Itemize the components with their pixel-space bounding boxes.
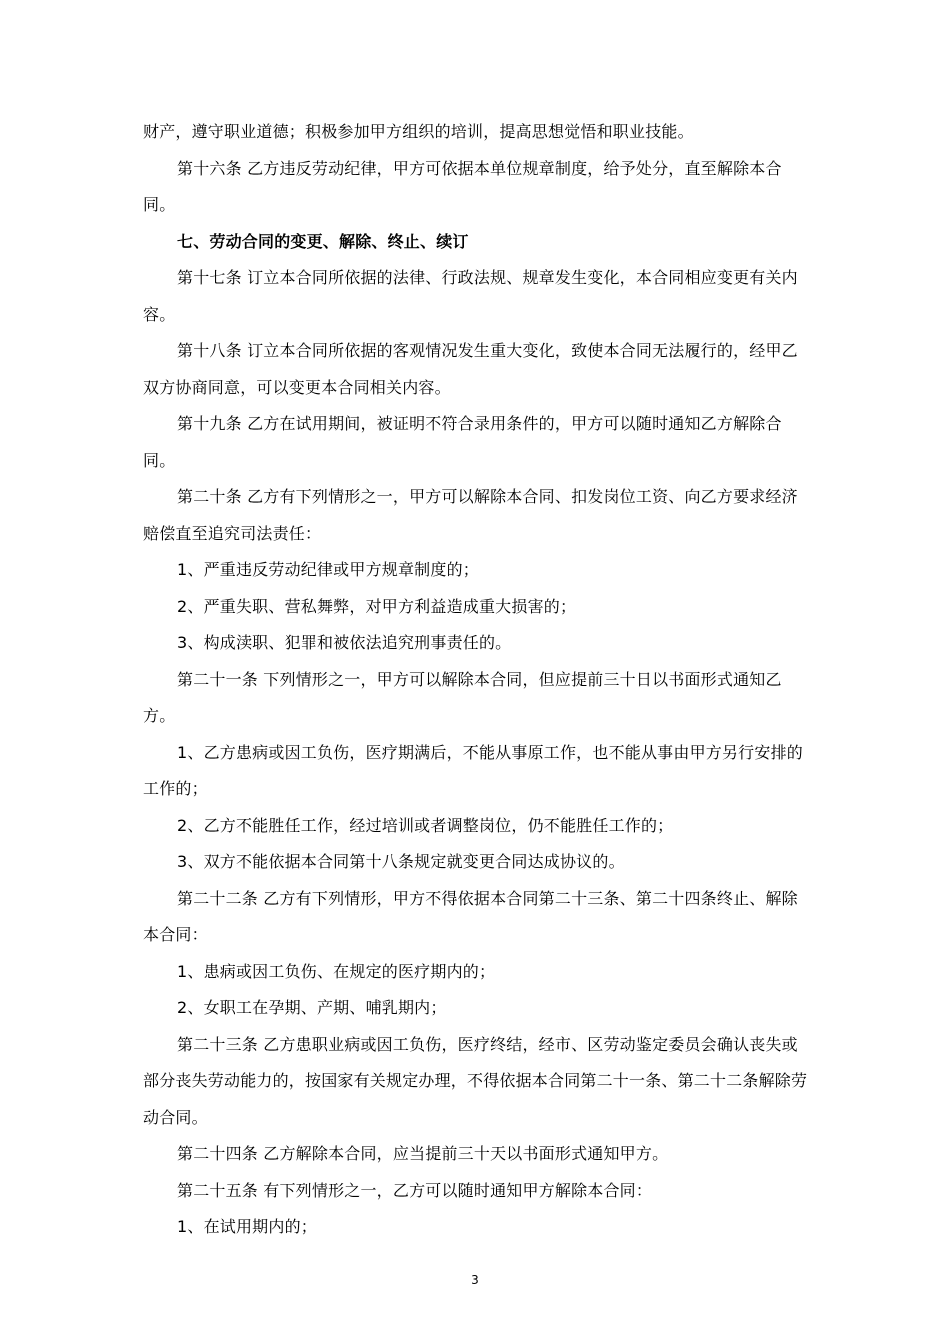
- list-item: 3、双方不能依据本合同第十八条规定就变更合同达成协议的。: [177, 852, 625, 871]
- paragraph: 第十六条 乙方违反劳动纪律，甲方可依据本单位规章制度，给予处分，直至解除本合同。: [143, 158, 782, 214]
- page-number: 3: [471, 1273, 479, 1287]
- list-item: 2、严重失职、营私舞弊，对甲方利益造成重大损害的；: [177, 596, 577, 616]
- paragraph: 第二十二条 乙方有下列情形，甲方不得依据本合同第二十三条、第二十四条终止、解除本合同：: [143, 888, 798, 944]
- paragraph: 第二十一条 下列情形之一，甲方可以解除本合同，但应提前三十日以书面形式通知乙方。: [143, 669, 782, 725]
- list-item: 2、女职工在孕期、产期、哺乳期内；: [177, 998, 447, 1017]
- list-item: 2、乙方不能胜任工作，经过培训或者调整岗位，仍不能胜任工作的；: [177, 815, 674, 835]
- document-body: [143, 114, 811, 1246]
- paragraph: 第十九条 乙方在试用期间，被证明不符合录用条件的，甲方可以随时通知乙方解除合同。: [143, 414, 782, 470]
- paragraph: 第二十条 乙方有下列情形之一，甲方可以解除本合同、扣发岗位工资、向乙方要求经济赔偿直至追究司法责任：: [143, 487, 798, 543]
- list-item: 1、患病或因工负伤、在规定的医疗期内的；: [177, 961, 496, 981]
- paragraph: 第二十五条 有下列情形之一，乙方可以随时通知甲方解除本合同：: [177, 1180, 653, 1200]
- list-item: 1、在试用期内的；: [177, 1217, 317, 1236]
- paragraph: 第二十四条 乙方解除本合同，应当提前三十天以书面形式通知甲方。: [177, 1144, 669, 1163]
- section-heading: 七、劳动合同的变更、解除、终止、续订: [177, 231, 469, 251]
- paragraph: 第十八条 订立本合同所依据的客观情况发生重大变化，致使本合同无法履行的，经甲乙双方协商同意，可以变更本合同相关内容。: [143, 341, 798, 397]
- paragraph: 第十七条 订立本合同所依据的法律、行政法规、规章发生变化，本合同相应变更有关内容。: [143, 268, 798, 324]
- list-item: 1、严重违反劳动纪律或甲方规章制度的；: [177, 560, 479, 579]
- list-item: 3、构成渎职、犯罪和被依法追究刑事责任的。: [177, 633, 512, 652]
- list-item: 1、乙方患病或因工负伤，医疗期满后，不能从事原工作，也不能从事由甲方另行安排的工作的；: [143, 742, 803, 798]
- paragraph: 第二十三条 乙方患职业病或因工负伤，医疗终结，经市、区劳动鉴定委员会确认丧失或部分丧失劳动能力的，按国家有关规定办理，不得依据本合同第二十一条、第二十二条解除劳动合同。: [143, 1034, 808, 1127]
- paragraph: 财产，遵守职业道德；积极参加甲方组织的培训，提高思想觉悟和职业技能。: [143, 122, 694, 141]
